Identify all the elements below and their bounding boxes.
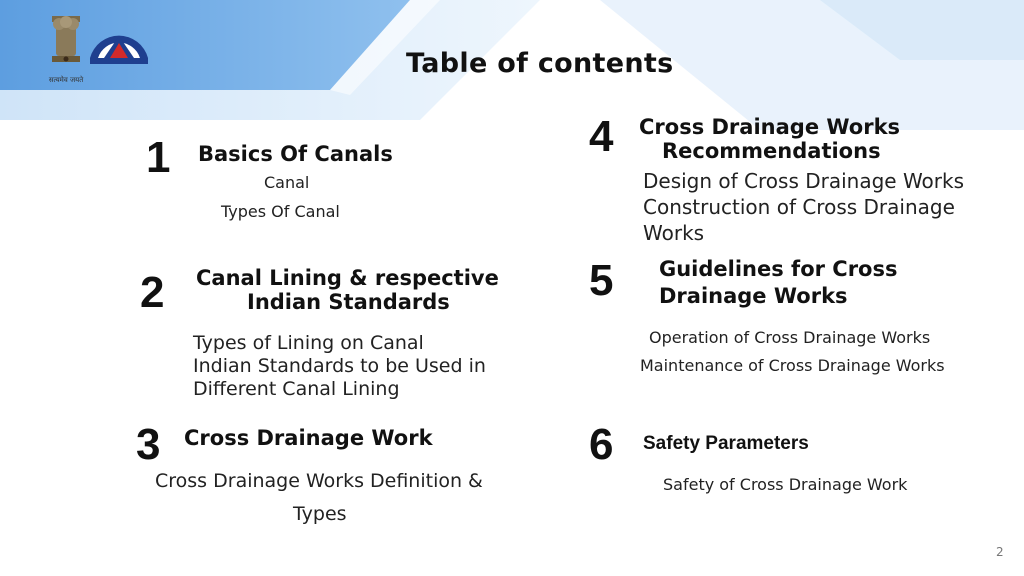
section-4-item: Works [643, 221, 705, 245]
logos [48, 14, 158, 86]
section-4-number: 4 [589, 112, 614, 161]
page-title: Table of contents [406, 48, 674, 79]
section-5-item: Maintenance of Cross Drainage Works [640, 356, 945, 375]
section-1-heading: Basics Of Canals [198, 142, 393, 166]
section-2-heading: Canal Lining & respective [196, 266, 499, 290]
section-3-heading: Cross Drainage Work [184, 426, 433, 450]
section-3-number: 3 [136, 420, 161, 469]
section-6-item: Safety of Cross Drainage Work [663, 475, 908, 494]
section-1-number: 1 [146, 133, 171, 182]
section-3-item: Cross Drainage Works Definition & [155, 470, 483, 492]
section-5-heading: Drainage Works [659, 284, 848, 308]
section-3-item: Types [293, 503, 347, 525]
section-2-item: Different Canal Lining [193, 378, 400, 400]
page-number: 2 [996, 545, 1004, 559]
section-5-item: Operation of Cross Drainage Works [649, 328, 931, 347]
section-4-item: Construction of Cross Drainage [643, 195, 955, 219]
section-1-item: Types Of Canal [221, 202, 340, 221]
section-6-number: 6 [589, 420, 614, 469]
section-4-heading: Cross Drainage Works [639, 115, 901, 139]
emblem-motto: सत्यमेव जयते [48, 76, 84, 84]
national-emblem-icon [49, 16, 84, 84]
section-6-heading: Safety Parameters [643, 433, 809, 454]
section-2-item: Indian Standards to be Used in [193, 355, 486, 377]
section-4-item: Design of Cross Drainage Works [643, 169, 965, 193]
section-2-number: 2 [140, 268, 165, 317]
section-5-number: 5 [589, 256, 614, 305]
section-5-heading: Guidelines for Cross [659, 257, 898, 281]
section-4-heading: Recommendations [662, 139, 881, 163]
section-2-item: Types of Lining on Canal [193, 332, 424, 354]
section-2-heading: Indian Standards [247, 290, 450, 314]
bis-logo-icon [90, 36, 148, 64]
section-1-item: Canal [264, 173, 310, 192]
